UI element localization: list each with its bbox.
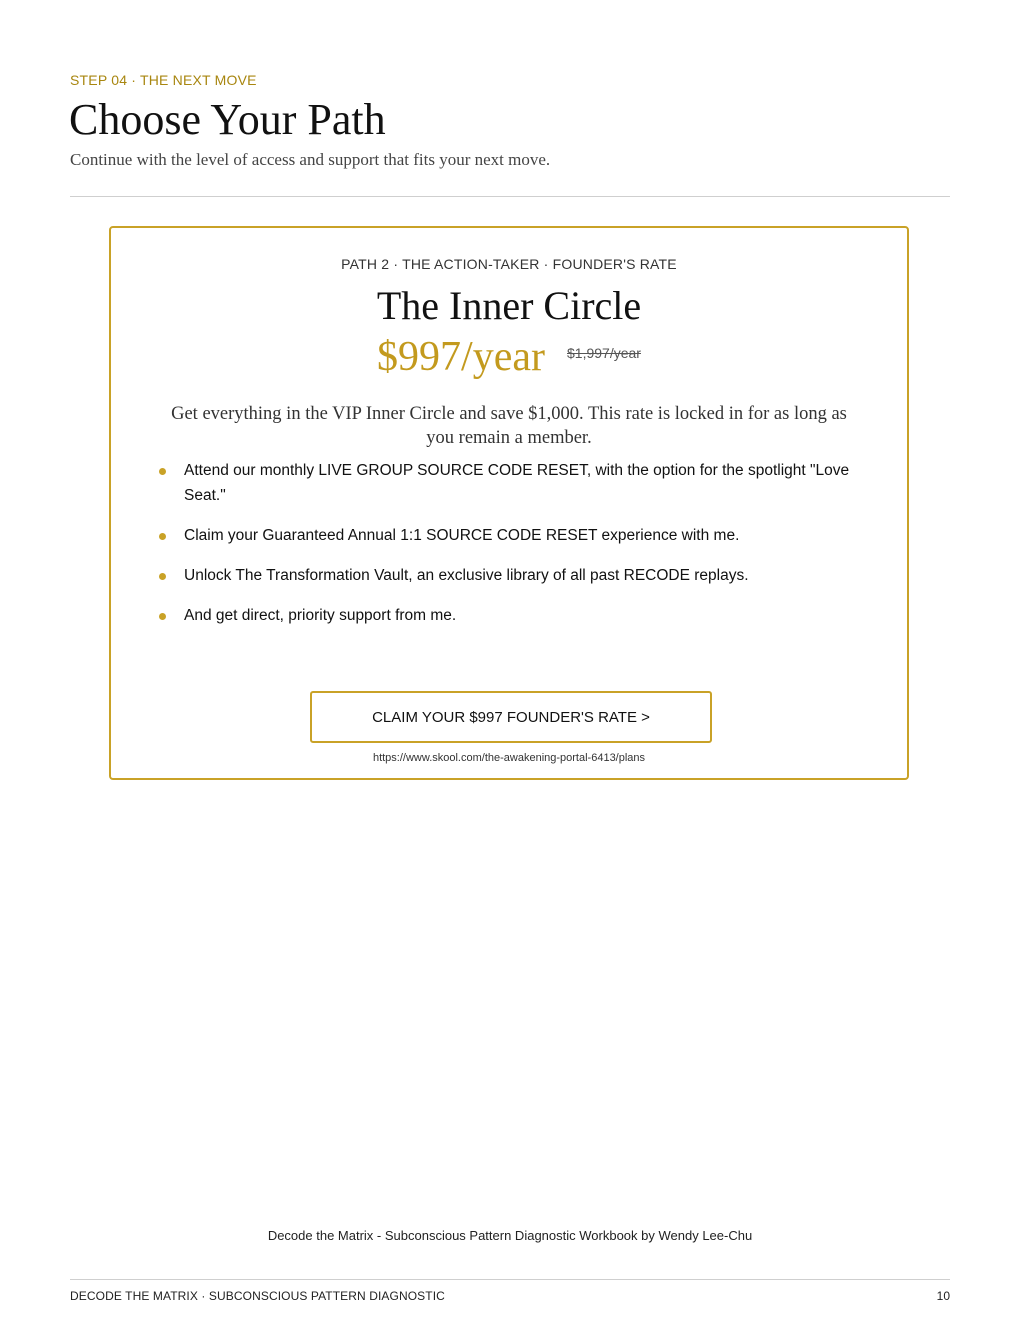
price-current: $997/year	[377, 334, 545, 380]
card-eyebrow: PATH 2 · THE ACTION-TAKER · FOUNDER'S RATE	[341, 256, 677, 272]
bullet-dot-icon	[159, 613, 166, 620]
page-subtitle: Continue with the level of access and support that fits your next move.	[70, 150, 551, 169]
list-item	[155, 603, 875, 628]
benefit-text: Attend our monthly LIVE GROUP SOURCE CODE RESET, with the option for the spotlight "Love Seat."	[184, 462, 850, 504]
list-item	[155, 523, 875, 548]
footer-title: DECODE THE MATRIX · SUBCONSCIOUS PATTERN DIAGNOSTIC	[70, 1289, 445, 1303]
page-number: 10	[936, 1289, 950, 1303]
workbook-credit: Decode the Matrix - Subconscious Pattern Diagnostic Workbook by Wendy Lee-Chu	[267, 1228, 753, 1243]
footer-divider	[70, 1279, 950, 1280]
bullet-dot-icon	[159, 468, 166, 475]
list-item	[155, 563, 875, 588]
bullet-dot-icon	[159, 573, 166, 580]
step-label: STEP 04 · THE NEXT MOVE	[70, 72, 257, 88]
card-title: The Inner Circle	[376, 283, 642, 328]
claim-rate-button[interactable]: CLAIM YOUR $997 FOUNDER'S RATE >	[310, 691, 712, 743]
benefit-text: Claim your Guaranteed Annual 1:1 SOURCE CODE RESET experience with me.	[184, 527, 740, 544]
top-divider	[70, 196, 950, 197]
price-original: $1,997/year	[567, 345, 641, 361]
page-title: Choose Your Path	[69, 95, 386, 144]
benefit-text: Unlock The Transformation Vault, an exclusive library of all past RECODE replays.	[184, 567, 749, 584]
price-row	[111, 332, 907, 382]
card-description: Get everything in the VIP Inner Circle and save $1,000. This rate is locked in for as long as you remain a member.	[171, 404, 847, 448]
bullet-dot-icon	[159, 533, 166, 540]
offer-card	[109, 226, 909, 780]
plans-link[interactable]: https://www.skool.com/the-awakening-portal-6413/plans	[372, 752, 646, 764]
list-item	[155, 458, 875, 508]
benefit-text: And get direct, priority support from me.	[184, 607, 457, 624]
benefit-list	[155, 458, 875, 643]
